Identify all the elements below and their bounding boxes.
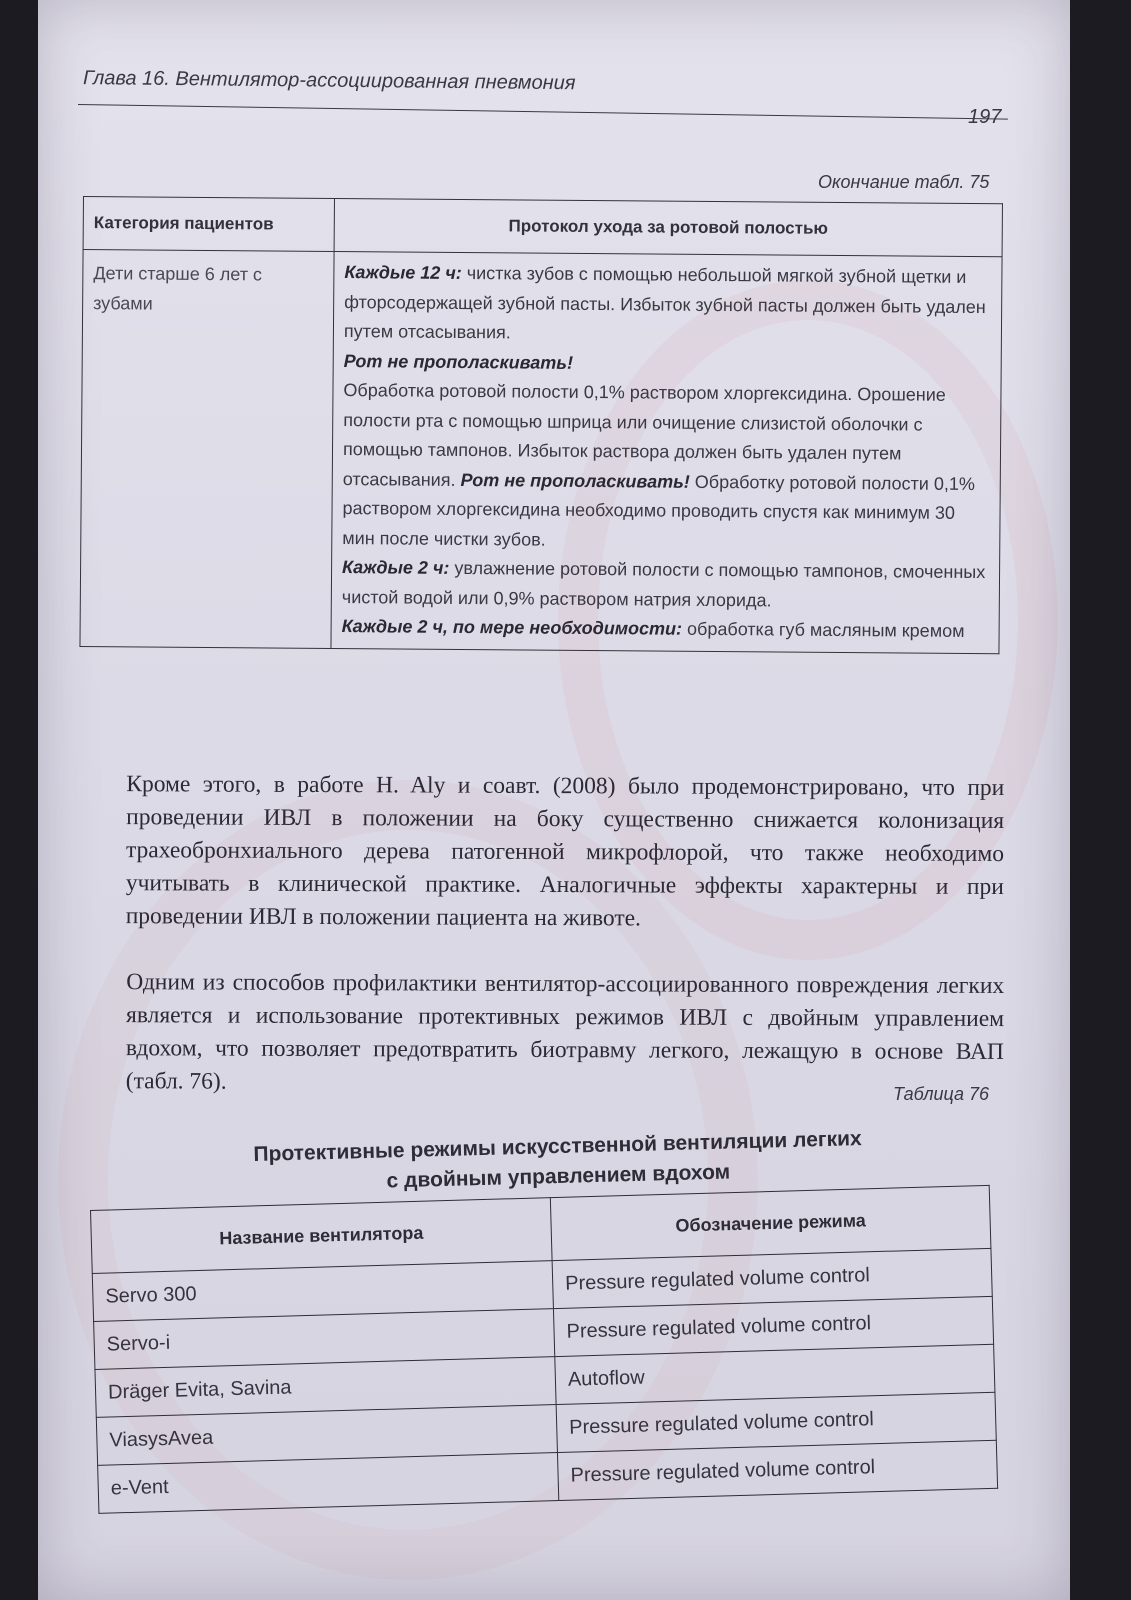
protocol-text: Обработку ротовой полости 0,1% раствором хлоргексидина необходимо проводить спустя как минимум 30 мин после чистки зубов. bbox=[342, 471, 975, 550]
column-header: Категория пациентов bbox=[83, 197, 334, 252]
ventilator-name-cell: Servo 300 bbox=[92, 1261, 553, 1322]
protocol-paragraph bbox=[342, 553, 989, 617]
table-label: Таблица 76 bbox=[893, 1084, 990, 1104]
table-continuation-label: Окончание табл. 75 bbox=[818, 172, 990, 192]
table-title-line: с двойным управлением вдохом bbox=[386, 1160, 731, 1193]
body-paragraph bbox=[86, 966, 1005, 1102]
column-header: Протокол ухода за ротовой полостью bbox=[334, 198, 1002, 256]
table-header-row bbox=[83, 197, 1002, 257]
oral-care-table bbox=[79, 196, 1003, 654]
ventilation-modes-table bbox=[90, 1185, 998, 1514]
protocol-paragraph bbox=[342, 376, 990, 558]
protocol-emphasis: Рот не прополаскивать! bbox=[460, 469, 690, 492]
book-page bbox=[38, 0, 1070, 1600]
ventilator-name-cell: Servo-i bbox=[94, 1309, 555, 1370]
protocol-emphasis: Каждые 12 ч: bbox=[344, 262, 462, 283]
mode-cell: Pressure regulated volume control bbox=[552, 1248, 992, 1308]
ventilator-name-cell: Dräger Evita, Savina bbox=[95, 1357, 556, 1418]
mode-cell: Pressure regulated volume control bbox=[556, 1392, 996, 1452]
protocol-emphasis: Каждые 2 ч, по мере необходимости: bbox=[341, 616, 683, 639]
page-number: 197 bbox=[968, 106, 1002, 128]
table-title-line: Протективные режимы искусственной вентиляции легких bbox=[253, 1127, 862, 1166]
paragraph-text: Кроме этого, в работе H. Aly и соавт. (2008) было продемонстрировано, что при проведении ИВЛ в положении на боку существенно снижается колонизация трахеобронхиального дерева патогенной микрофлорой, что также необходимо учитывать в клинической практике. Аналогичные эффекты характерны и при проведении ИВЛ в положении пациента на животе. bbox=[125, 771, 1005, 932]
protocol-cell bbox=[331, 251, 1002, 653]
mode-cell: Autoflow bbox=[555, 1344, 995, 1404]
running-title: Глава 16. Вентилятор-ассоциированная пневмония bbox=[82, 67, 576, 95]
ventilator-name-cell: ViasysAvea bbox=[96, 1405, 557, 1466]
protocol-emphasis: Каждые 2 ч: bbox=[342, 557, 450, 578]
protocol-text: обработка губ масляным кремом bbox=[682, 618, 965, 641]
column-header: Обозначение режима bbox=[550, 1185, 991, 1260]
protocol-text: Обработка ротовой полости 0,1% раствором хлоргексидина. Орошение полости рта с помощью шприца или очищение слизистой оболочки с помощью тампонов. Избыток раствора должен быть удален путем отсасывания. bbox=[342, 380, 946, 490]
protocol-emphasis: Рот не прополаскивать! bbox=[343, 350, 574, 373]
protocol-paragraph bbox=[344, 258, 992, 352]
table-row bbox=[80, 250, 1002, 654]
protocol-paragraph bbox=[342, 612, 989, 647]
column-header: Название вентилятора bbox=[91, 1198, 553, 1274]
body-paragraph bbox=[86, 768, 1005, 937]
protocol-text: увлажнение ротовой полости с помощью тампонов, смоченных чистой водой или 0,9% раствором натрия хлорида. bbox=[341, 557, 986, 610]
mode-cell: Pressure regulated volume control bbox=[557, 1440, 997, 1500]
protocol-text: чистка зубов с помощью небольшой мягкой зубной щетки и фторсодержащей зубной пасты. Избыток зубной пасты должен быть удален путем отсасывания. bbox=[343, 262, 986, 343]
patient-category-cell: Дети старше 6 лет с зубами bbox=[80, 250, 334, 648]
mode-cell: Pressure regulated volume control bbox=[553, 1296, 993, 1356]
ventilator-name-cell: e-Vent bbox=[98, 1453, 559, 1514]
header-rule bbox=[78, 104, 1008, 120]
paragraph-text: Одним из способов профилактики вентилятор-ассоциированного повреждения легких является и использование протективных режимов ИВЛ с двойным управлением вдохом, что позволяет предотвратить биотравму легкого, лежащую в основе ВАП (табл. 76). bbox=[125, 969, 1005, 1095]
